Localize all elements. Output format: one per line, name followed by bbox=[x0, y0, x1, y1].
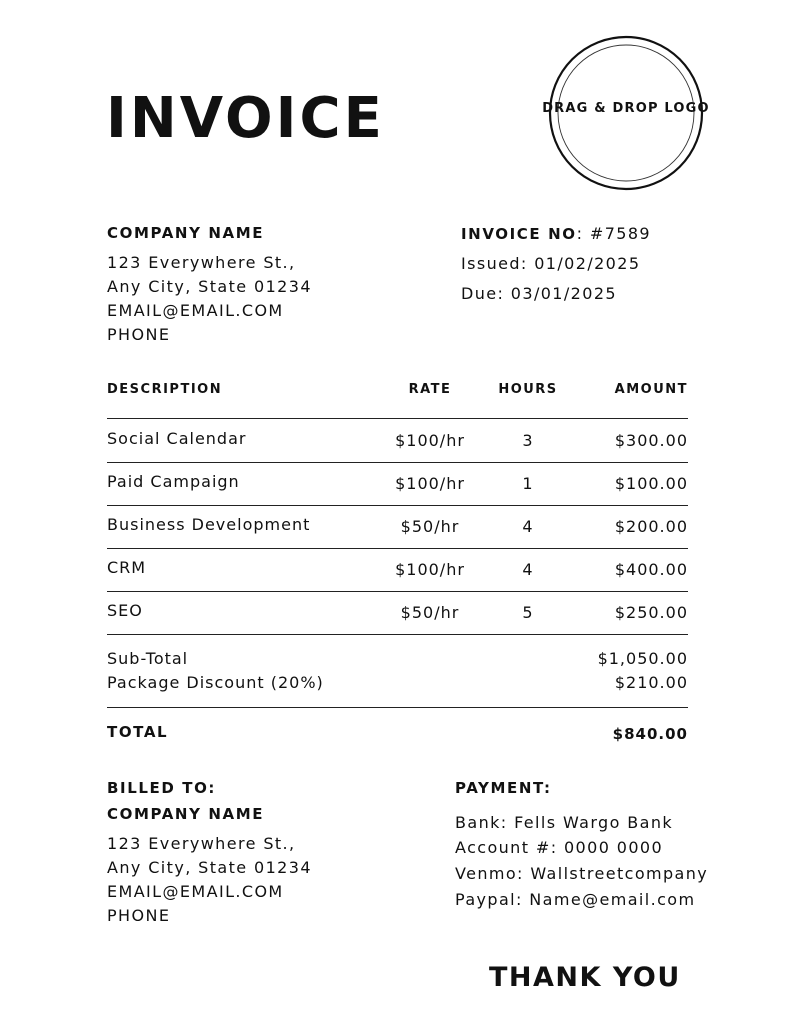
row-hours: 5 bbox=[522, 603, 534, 622]
discount-label: Package Discount (20%) bbox=[107, 673, 324, 692]
total-label: TOTAL bbox=[107, 723, 169, 741]
table-divider bbox=[107, 505, 688, 506]
subtotal-label: Sub-Total bbox=[107, 649, 189, 668]
table-divider bbox=[107, 634, 688, 635]
payment-label: PAYMENT: bbox=[455, 779, 552, 797]
row-rate: $100/hr bbox=[395, 560, 465, 579]
row-rate: $100/hr bbox=[395, 431, 465, 450]
invoice-number-label: INVOICE NO bbox=[461, 225, 577, 243]
row-hours: 1 bbox=[522, 474, 534, 493]
row-description: CRM bbox=[107, 558, 147, 577]
row-description: SEO bbox=[107, 601, 143, 620]
row-amount: $400.00 bbox=[614, 560, 688, 579]
column-header-amount: AMOUNT bbox=[614, 382, 688, 397]
due-date: Due: 03/01/2025 bbox=[461, 284, 617, 303]
billed-to-phone: PHONE bbox=[107, 906, 171, 925]
billed-to-company-name: COMPANY NAME bbox=[107, 805, 265, 823]
column-header-rate: RATE bbox=[408, 382, 452, 397]
from-company-name: COMPANY NAME bbox=[107, 224, 265, 242]
payment-paypal: Paypal: Name@email.com bbox=[455, 890, 696, 909]
row-amount: $100.00 bbox=[614, 474, 688, 493]
row-amount: $200.00 bbox=[614, 517, 688, 536]
invoice-number bbox=[461, 222, 651, 246]
row-amount: $250.00 bbox=[614, 603, 688, 622]
row-amount: $300.00 bbox=[614, 431, 688, 450]
invoice-number-value: : #7589 bbox=[576, 224, 652, 243]
from-address-line-1: 123 Everywhere St., bbox=[107, 253, 296, 272]
column-header-description: DESCRIPTION bbox=[107, 382, 223, 397]
logo-text: DRAG & DROP LOGO bbox=[542, 101, 710, 116]
billed-to-email: EMAIL@EMAIL.COM bbox=[107, 882, 284, 901]
row-description: Business Development bbox=[107, 515, 311, 534]
thank-you-text: THANK YOU bbox=[489, 962, 681, 993]
payment-venmo: Venmo: Wallstreetcompany bbox=[455, 864, 709, 883]
table-divider bbox=[107, 462, 688, 463]
from-phone: PHONE bbox=[107, 325, 171, 344]
column-header-hours: HOURS bbox=[498, 382, 558, 397]
payment-account: Account #: 0000 0000 bbox=[455, 838, 664, 857]
billed-to-address-line-1: 123 Everywhere St., bbox=[107, 834, 296, 853]
issued-date: Issued: 01/02/2025 bbox=[461, 254, 641, 273]
row-rate: $50/hr bbox=[400, 517, 460, 536]
payment-bank: Bank: Fells Wargo Bank bbox=[455, 813, 674, 832]
discount-value: $210.00 bbox=[614, 673, 688, 692]
from-address-line-2: Any City, State 01234 bbox=[107, 277, 312, 296]
row-description: Social Calendar bbox=[107, 429, 247, 448]
row-hours: 4 bbox=[522, 517, 534, 536]
billed-to-address-line-2: Any City, State 01234 bbox=[107, 858, 312, 877]
row-description: Paid Campaign bbox=[107, 472, 240, 491]
row-hours: 3 bbox=[522, 431, 534, 450]
table-divider bbox=[107, 591, 688, 592]
table-divider bbox=[107, 418, 688, 419]
total-value: $840.00 bbox=[612, 725, 688, 743]
row-hours: 4 bbox=[522, 560, 534, 579]
summary-divider bbox=[107, 707, 688, 708]
table-divider bbox=[107, 548, 688, 549]
billed-to-label: BILLED TO: bbox=[107, 779, 217, 797]
invoice-title: INVOICE bbox=[106, 86, 385, 151]
from-email: EMAIL@EMAIL.COM bbox=[107, 301, 284, 320]
subtotal-value: $1,050.00 bbox=[597, 649, 688, 668]
row-rate: $50/hr bbox=[400, 603, 460, 622]
row-rate: $100/hr bbox=[395, 474, 465, 493]
